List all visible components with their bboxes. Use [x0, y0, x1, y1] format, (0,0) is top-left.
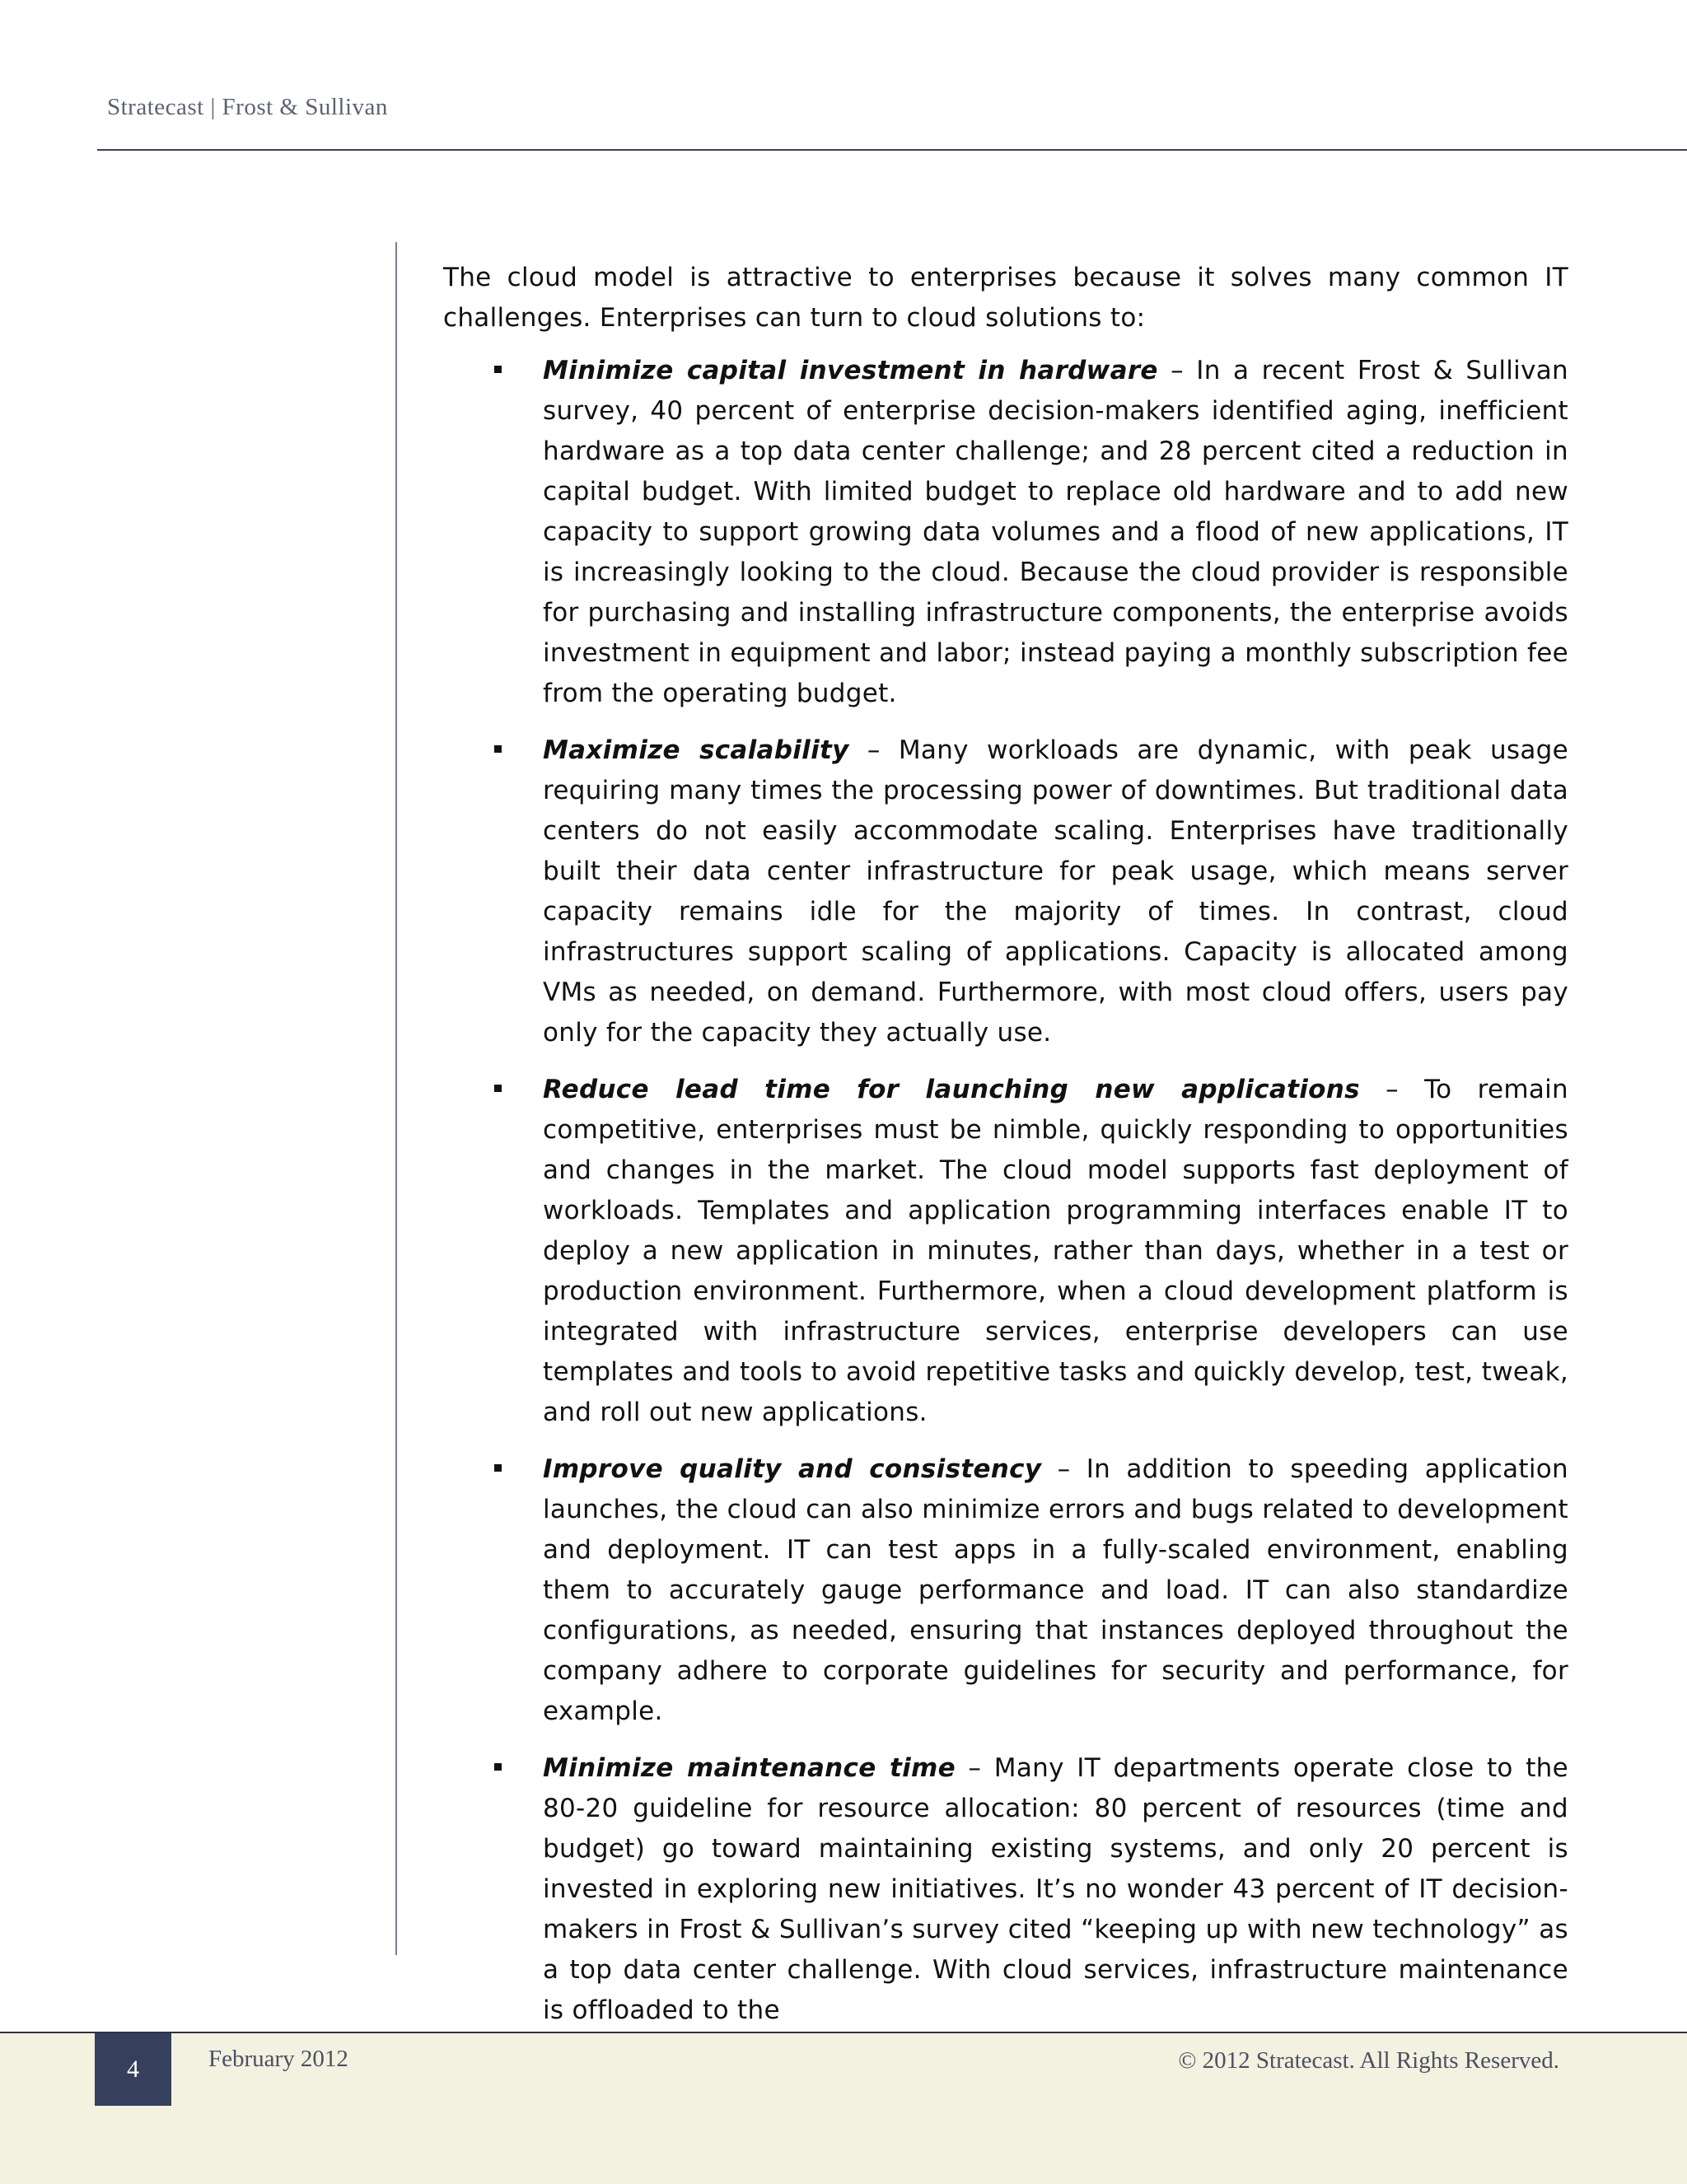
benefit-list	[443, 351, 1568, 2031]
square-bullet-icon	[494, 745, 502, 753]
footer-copyright: © 2012 Stratecast. All Rights Reserved.	[1178, 2047, 1559, 2074]
intro-paragraph: The cloud model is attractive to enterprises because it solves many common IT challenges. Enterprises can turn to cloud solutions to:	[443, 263, 1568, 333]
bullet-text: – In a recent Frost & Sullivan survey, 40 percent of enterprise decision-makers identified aging, inefficient hardware as a top data center challenge; and 28 percent cited a reduction in capital budget. With limited budget to replace old hardware and to add new capacity to support growing data volumes and a flood of new applications, IT is increasingly looking to the cloud. Because the cloud provider is responsible for purchasing and installing infrastructure components, the enterprise avoids investment in equipment and labor; instead paying a monthly subscription fee from the operating budget.	[543, 356, 1568, 708]
bullet-text: – In addition to speeding application launches, the cloud can also minimize errors and bugs related to development and deployment. IT can test apps in a fully-scaled environment, enabling them to accurately gauge performance and load. IT can also standardize configurations, as needed, ensuring that instances deployed throughout the company adhere to corporate guidelines for security and performance, for example.	[543, 1454, 1568, 1726]
bullet-text: – Many workloads are dynamic, with peak usage requiring many times the processing power of downtimes. But traditional data centers do not easily accommodate scaling. Enterprises have traditionally built their data center infrastructure for peak usage, which means server capacity remains idle for the majority of times. In contrast, cloud infrastructures support scaling of applications. Capacity is allocated among VMs as needed, on demand. Furthermore, with most cloud offers, users pay only for the capacity they actually use.	[543, 735, 1568, 1048]
list-item	[443, 1449, 1568, 1732]
list-item	[443, 1748, 1568, 2031]
running-header: Stratecast | Frost & Sullivan	[107, 94, 388, 120]
list-item	[443, 351, 1568, 714]
list-item	[443, 730, 1568, 1053]
page-number: 4	[95, 2033, 171, 2106]
bullet-lead: Maximize scalability	[543, 735, 849, 765]
bullet-text: – To remain competitive, enterprises must be nimble, quickly responding to opportunities and changes in the market. The cloud model supports fast deployment of workloads. Templates and application programming interfaces enable IT to deploy a new application in minutes, rather than days, whether in a test or production environment. Furthermore, when a cloud development platform is integrated with infrastructure services, enterprise developers can use templates and tools to avoid repetitive tasks and quickly develop, test, tweak, and roll out new applications.	[543, 1075, 1569, 1427]
list-item	[443, 1070, 1568, 1433]
bullet-lead: Improve quality and consistency	[543, 1454, 1042, 1484]
square-bullet-icon	[494, 1464, 502, 1472]
footer-date: February 2012	[208, 2046, 348, 2072]
square-bullet-icon	[494, 1085, 502, 1092]
bullet-lead: Reduce lead time for launching new applications	[543, 1075, 1360, 1104]
body-content	[443, 258, 1568, 2047]
bullet-lead: Minimize capital investment in hardware	[543, 356, 1158, 385]
square-bullet-icon	[494, 366, 502, 373]
square-bullet-icon	[494, 1763, 502, 1771]
margin-rule	[395, 242, 397, 1955]
bullet-text: – Many IT departments operate close to the 80-20 guideline for resource allocation: 80 percent of resources (time and budget) go toward maintaining existing systems, and only 20 percent is invested in exploring new initiatives. It’s no wonder 43 percent of IT decision-makers in Frost & Sullivan’s survey cited “keeping up with new technology” as a top data center challenge. With cloud services, infrastructure maintenance is offloaded to the	[543, 1753, 1568, 2025]
bullet-lead: Minimize maintenance time	[543, 1753, 956, 1783]
header-divider	[97, 149, 1687, 151]
